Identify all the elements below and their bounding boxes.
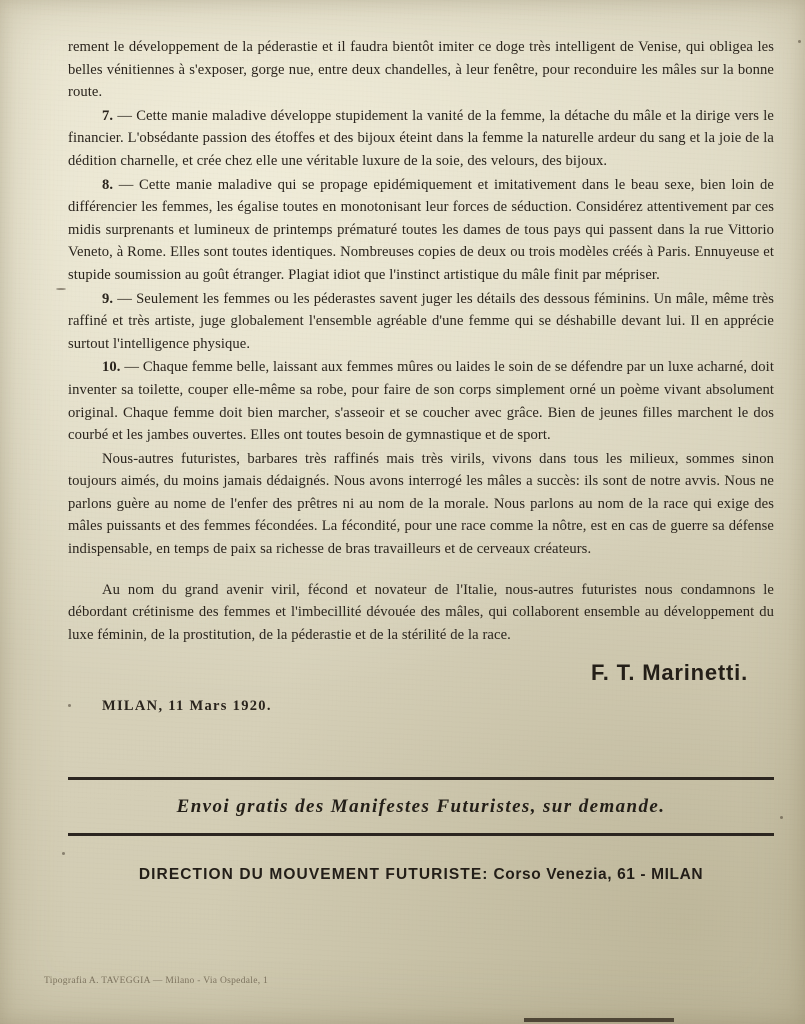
direction-address: Corso Venezia, 61 - MILAN (493, 866, 704, 884)
paragraph-text: rement le développement de la péderastie et il faudra bientôt imiter ce doge très intelligent de Venise, qui obligea les belles vénitiennes à s'exposer, gorge nue, entre deux chandelles, à leur fenêtre, pour reconduire les mâles sur la bonne route. (68, 39, 774, 101)
paragraph-text: — Cette manie maladive développe stupidement la vanité de la femme, la détache du mâle et la dirige vers le financier. L'obsédante passion des étoffes et des bijoux éteint dans la femme la naturelle ardeur du sang et la joie de la dédition charnelle, et crée chez elle une véritable luxure de la soie, des velours, des bijoux. (68, 107, 774, 169)
paragraph-text: — Chaque femme belle, laissant aux femmes mûres ou laides le soin de se défendre par un luxe acharné, doit inventer sa toilette, couper elle-même sa robe, pour faire de son corps simplement orné un poème vivant absolument original. Chaque femme doit bien marcher, s'asseoir et se coucher avec grâce. Bien de jeunes filles marchent le dos courbé et les jambes ouvertes. Elles ont toutes besoin de gymnastique et de sport. (68, 359, 774, 444)
paragraph-item-7 (68, 105, 774, 173)
paragraph-item-8 (68, 174, 774, 287)
paragraph-continued (68, 36, 774, 104)
paragraph-item-9 (68, 288, 774, 356)
paragraph-text: Au nom du grand avenir viril, fécond et novateur de l'Italie, nous-autres futuristes nous condamnons le débordant crétinisme des femmes et l'imbecillité dévouée des mâles, qui collaborent ensemble au développement du luxe féminin, de la prostitution, de la péderastie et de la stérilité de la race. (68, 581, 774, 643)
paragraph-number: 10. (102, 359, 121, 376)
author-signature: F. T. Marinetti. (590, 660, 748, 686)
document-body (68, 36, 774, 884)
direction-label: DIRECTION DU MOUVEMENT FUTURISTE: (138, 866, 489, 884)
bottom-edge-mark (524, 1018, 674, 1022)
paragraph-spacer (68, 562, 774, 579)
paragraph-conclusion (68, 579, 774, 647)
paragraph-number: 9. (102, 290, 114, 307)
paragraph-text: Nous-autres futuristes, barbares très raffinés mais très virils, vivons dans tous les milieux, sommes sinon toujours aimés, du moins jamais dédaignés. Nous avons interrogé les mâles a succès: ils sont de notre avvis. Nous ne parlons guère au nome de l'enfer des prêtres ni au nom de la morale. Nous parlons au nom de la race qui exige des mâles puissants et des femmes fécondées. La fécondité, pour une race comme la nôtre, est en cas de guerre sa défense indispensable, en temps de paix sa richesse de bras travailleurs et de cerveaux créateurs. (68, 450, 774, 558)
paragraph-text: — Cette manie maladive qui se propage epidémiquement et imitativement dans le beau sexe, bien loin de différencier les femmes, les égalise toutes en monotonisant leur forces de séduction. Considérez attentivement par ces midis surprenants et lumineux de printemps prématuré toutes les dames de tous pays qui passent dans la rue Vittorio Veneto, à Rome. Elles sont toutes identiques. Nombreuses copies de deux ou trois modèles créés à Paris. Ennuyeuse et stupide soumission au goût étranger. Plagiat idiot que l'instinct artistique du mâle finit par mépriser. (68, 176, 774, 283)
paper-speck (780, 816, 783, 819)
divider-bottom (68, 833, 774, 836)
paragraph-number: 7. (102, 107, 114, 124)
paragraph-number: 8. (102, 176, 114, 193)
paper-speck (798, 40, 801, 43)
paragraph-item-10 (68, 356, 774, 446)
paper-speck (62, 852, 65, 855)
printer-colophon: Tipografia A. TAVEGGIA — Milano - Via Ospedale, 1 (44, 976, 269, 986)
direction-line (68, 866, 774, 884)
dateline: MILAN, 11 Mars 1920. (102, 698, 272, 715)
paragraph-text: — Seulement les femmes ou les péderastes savent juger les détails des dessous féminins. Un mâle, même très raffiné et très artiste, juge globalement l'ensemble agréable d'une femme qui se déshabille devant lui. Il en apprécie surtout l'intelligence physique. (68, 290, 774, 352)
paragraph-futuristes (68, 448, 774, 561)
paper-speck (56, 288, 66, 290)
promo-line: Envoi gratis des Manifestes Futuristes, sur demande. (176, 796, 666, 818)
